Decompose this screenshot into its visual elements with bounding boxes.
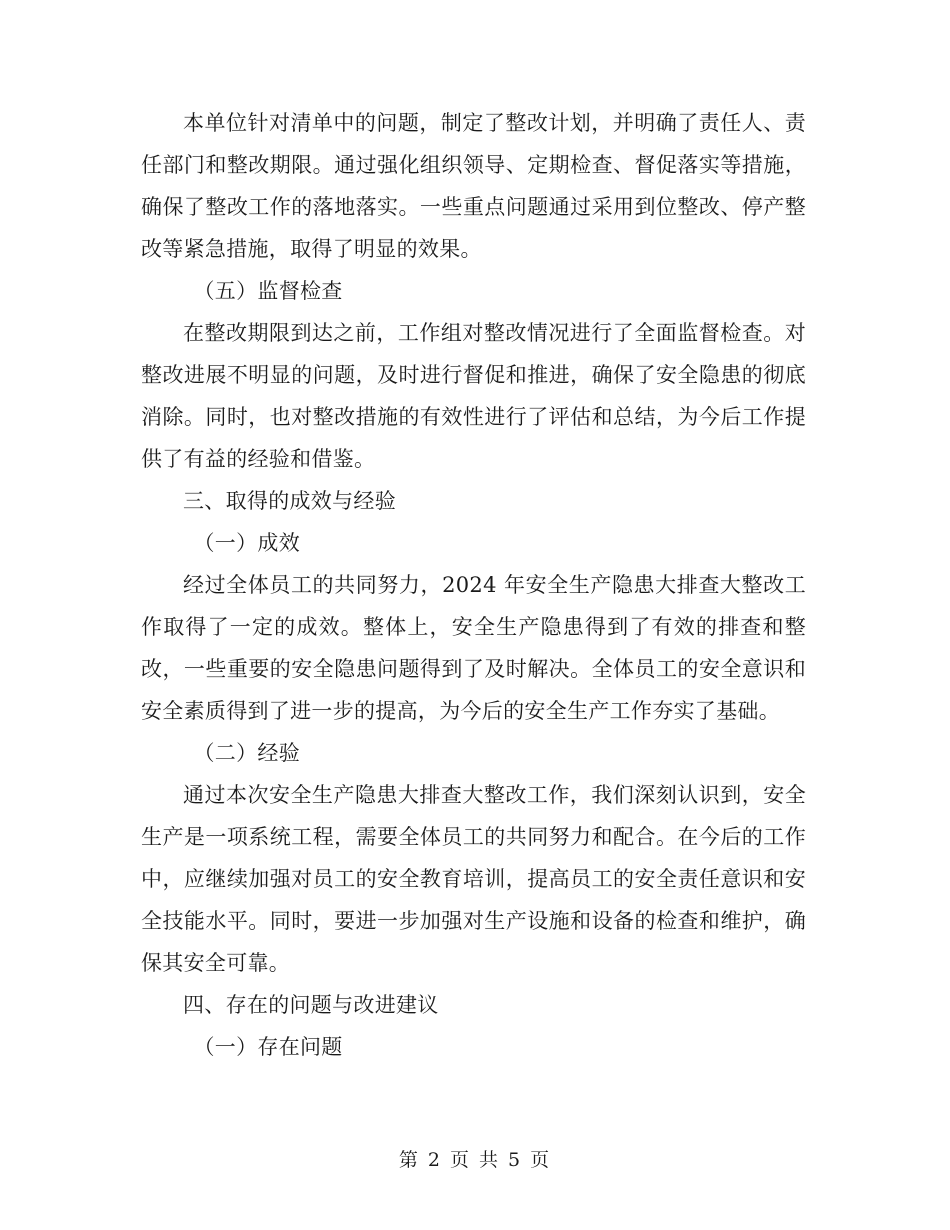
paragraph-experience: 通过本次安全生产隐患大排查大整改工作，我们深刻认识到，安全生产是一项系统工程，需要全体员工的共同努力和配合。在今后的工作中，应继续加强对员工的安全教育培训，提高员工的安全责任意识和安全技能水平。同时，要进一步加强对生产设施和设备的检查和维护，确保其安全可靠。 <box>141 783 806 975</box>
subheading-results: （一）成效 <box>193 531 300 555</box>
document-body <box>141 102 806 1068</box>
section-heading-results-experience: 三、取得的成效与经验 <box>183 489 396 513</box>
subheading-existing-problems: （一）存在问题 <box>193 1035 343 1059</box>
paragraph-results: 经过全体员工的共同努力，2024 年安全生产隐患大排查大整改工作取得了一定的成效。整体上，安全生产隐患得到了有效的排查和整改，一些重要的安全隐患问题得到了及时解决。全体员工的安全意识和安全素质得到了进一步的提高，为今后的安全生产工作夯实了基础。 <box>141 573 806 723</box>
section-heading-problems-suggestions: 四、存在的问题与改进建议 <box>183 993 439 1017</box>
subheading-experience: （二）经验 <box>193 741 300 765</box>
subheading-supervision-inspection: （五）监督检查 <box>193 279 343 303</box>
paragraph-supervision-inspection: 在整改期限到达之前，工作组对整改情况进行了全面监督检查。对整改进展不明显的问题，及时进行督促和推进，确保了安全隐患的彻底消除。同时，也对整改措施的有效性进行了评估和总结，为今后工作提供了有益的经验和借鉴。 <box>141 321 806 471</box>
paragraph-rectification-plan: 本单位针对清单中的问题，制定了整改计划，并明确了责任人、责任部门和整改期限。通过强化组织领导、定期检查、督促落实等措施，确保了整改工作的落地落实。一些重点问题通过采用到位整改、停产整改等紧急措施，取得了明显的效果。 <box>141 111 806 261</box>
page-number-footer: 第 2 页 共 5 页 <box>398 1149 552 1171</box>
